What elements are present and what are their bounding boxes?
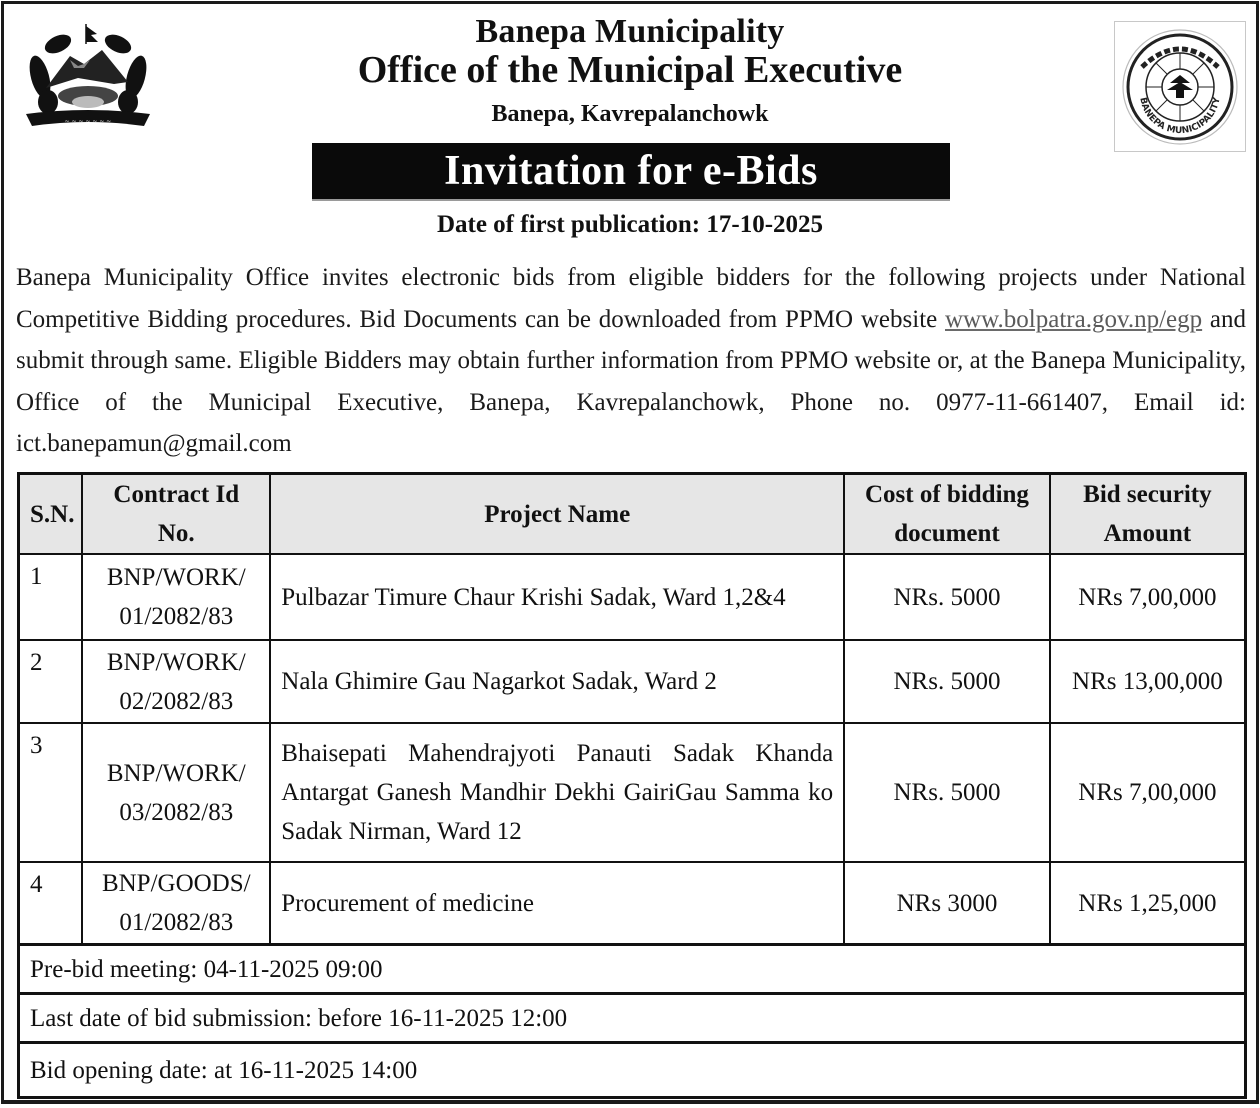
column-header-security: Bid security Amount (1050, 474, 1246, 555)
column-header-project-name: Project Name (270, 474, 844, 555)
office-location: Banepa, Kavrepalanchowk (491, 101, 769, 127)
security-cell: NRs 7,00,000 (1050, 554, 1246, 640)
sn-cell: 4 (19, 862, 83, 945)
contract-id-cell (82, 723, 270, 862)
contract-id-line2: 03/2082/83 (119, 798, 234, 826)
security-cell: NRs 13,00,000 (1050, 640, 1246, 723)
column-header-contract-id: Contract Id No. (82, 474, 270, 555)
cost-cell: NRs 3000 (844, 862, 1050, 945)
svg-text:~ ~ ~ ~ ~ ~ ~: ~ ~ ~ ~ ~ ~ ~ (64, 118, 112, 125)
security-cell: NRs 1,25,000 (1050, 862, 1246, 945)
sn-cell: 3 (19, 723, 83, 862)
intro-text-2: and submit through same. Eligible Bidders may obtain further information from PPMO website or, at the Banepa Municipality, Office of the Municipal Executive, Banepa, Kavrepalanchowk, Phone no. 0977-11-661407, Email id: ict.banepamun@gmail.com (16, 305, 1246, 457)
contract-id-line1: BNP/WORK/ (106, 759, 246, 787)
cost-cell: NRs. 5000 (844, 554, 1050, 640)
cost-cell: NRs. 5000 (844, 640, 1050, 723)
bid-opening-date: Bid opening date: at 16-11-2025 14:00 (19, 1043, 1246, 1098)
sn-cell: 2 (19, 640, 83, 723)
notice-title-banner: Invitation for e-Bids (312, 143, 950, 199)
bolpatra-link[interactable]: www.bolpatra.gov.np/egp (945, 305, 1203, 333)
notice-page (1, 1, 1259, 1104)
sn-cell: 1 (19, 554, 83, 640)
last-date-row (19, 994, 1246, 1043)
intro-paragraph (16, 257, 1246, 465)
publication-date: Date of first publication: 17-10-2025 (436, 211, 824, 238)
column-header-cost: Cost of bidding document (844, 474, 1050, 555)
municipality-seal-icon (1114, 21, 1246, 152)
office-name: Office of the Municipal Executive (357, 49, 903, 91)
last-submission-date: Last date of bid submission: before 16-11-2025 12:00 (19, 994, 1246, 1043)
security-cell: NRs 7,00,000 (1050, 723, 1246, 862)
cost-cell: NRs. 5000 (844, 723, 1050, 862)
intro-text-1: Banepa Municipality Office invites electronic bids from eligible bidders for the following projects under National Competitive Bidding procedures. Bid Documents can be downloaded from PPMO website (16, 264, 1246, 333)
opening-date-row (19, 1043, 1246, 1098)
contract-id-line2: 01/2082/83 (119, 603, 234, 630)
contract-id-line1: BNP/GOODS/ (101, 870, 251, 897)
table-row (19, 723, 1246, 862)
contract-id-cell (82, 640, 270, 723)
contract-id-cell (82, 862, 270, 945)
contract-id-line1: BNP/WORK/ (106, 564, 246, 591)
table-row (19, 862, 1246, 945)
project-name-cell: Procurement of medicine (270, 862, 844, 945)
table-row (19, 554, 1246, 640)
column-header-sn: S.N. (19, 474, 83, 555)
bids-table (17, 472, 1247, 1099)
project-name-cell: Bhaisepati Mahendrajyoti Panauti Sadak Khanda Antargat Ganesh Mandhir Dekhi GairiGau Samma ko Sadak Nirman, Ward 12 (270, 723, 844, 862)
project-name-cell: Nala Ghimire Gau Nagarkot Sadak, Ward 2 (270, 640, 844, 723)
contract-id-line1: BNP/WORK/ (106, 648, 246, 676)
org-name: Banepa Municipality (475, 13, 785, 50)
contract-id-line2: 01/2082/83 (119, 909, 234, 936)
header-block (4, 14, 1256, 128)
pre-bid-meeting: Pre-bid meeting: 04-11-2025 09:00 (19, 945, 1246, 994)
contract-id-line2: 02/2082/83 (119, 687, 234, 715)
svg-text:BANEPA MUNICIPALITY: BANEPA MUNICIPALITY (1137, 96, 1223, 136)
contract-id-cell (82, 554, 270, 640)
table-header-row (19, 474, 1246, 555)
table-row (19, 640, 1246, 723)
project-name-cell: Pulbazar Timure Chaur Krishi Sadak, Ward 1,2&4 (270, 554, 844, 640)
pre-bid-row (19, 945, 1246, 994)
